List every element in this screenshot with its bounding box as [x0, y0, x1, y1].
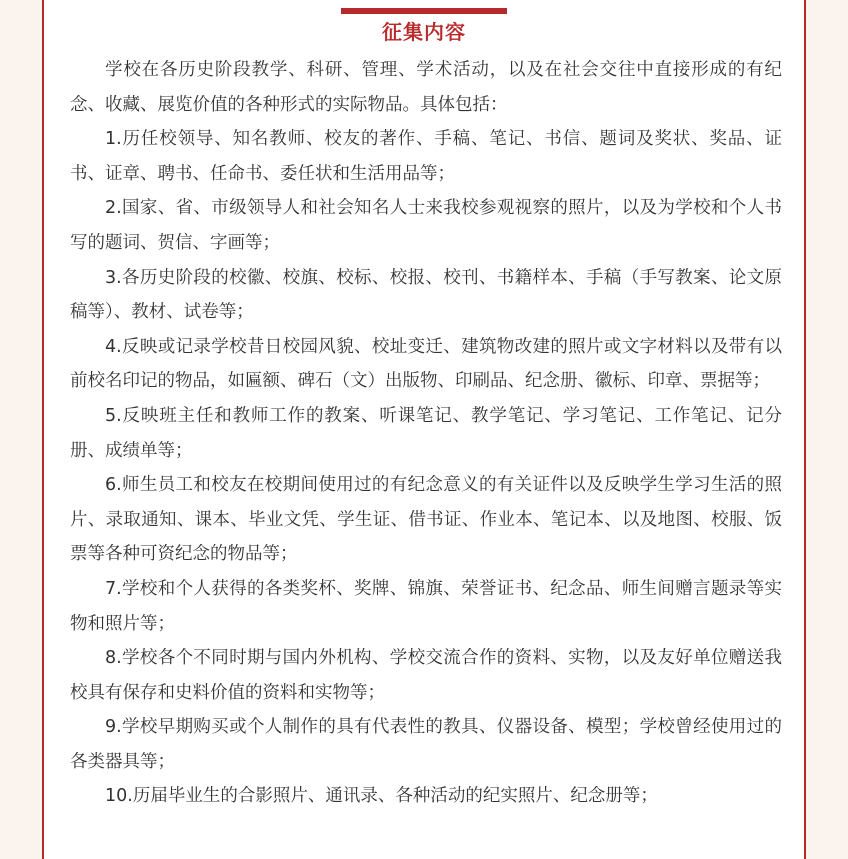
list-item: 7.学校和个人获得的各类奖杯、奖牌、锦旗、荣誉证书、纪念品、师生间赠言题录等实物和照片等； — [70, 578, 782, 634]
right-margin-background — [806, 0, 848, 859]
list-item: 3.各历史阶段的校徽、校旗、校标、校报、校刊、书籍样本、手稿（手写教案、论文原稿等）、教材、试卷等； — [70, 267, 782, 323]
list-item: 5.反映班主任和教师工作的教案、听课笔记、教学笔记、学习笔记、工作笔记、记分册、成绩单等； — [70, 405, 782, 461]
title-accent-bar — [341, 8, 507, 14]
article-content — [44, 0, 804, 859]
list-item: 1.历任校领导、知名教师、校友的著作、手稿、笔记、书信、题词及奖状、奖品、证书、证章、聘书、任命书、委任状和生活用品等； — [70, 129, 782, 184]
right-frame-line — [804, 0, 806, 859]
section-title: 征集内容 — [382, 20, 466, 44]
list-item: 4.反映或记录学校昔日校园风貌、校址变迁、建筑物改建的照片或文字材料以及带有以前校名印记的物品，如匾额、碑石（文）出版物、印刷品、纪念册、徽标、印章、票据等； — [70, 336, 782, 392]
list-item: 8.学校各个不同时期与国内外机构、学校交流合作的资料、实物，以及友好单位赠送我校具有保存和史料价值的资料和实物等； — [70, 648, 782, 703]
list-item: 9.学校早期购买或个人制作的具有代表性的教具、仪器设备、模型；学校曾经使用过的各类器具等； — [70, 717, 782, 772]
list-item: 6.师生员工和校友在校期间使用过的有纪念意义的有关证件以及反映学生学习生活的照片、录取通知、课本、毕业文凭、学生证、借书证、作业本、笔记本、以及地图、校服、饭票等各种可资纪念的物品等； — [70, 475, 782, 565]
left-margin-background — [0, 0, 42, 859]
intro-paragraph: 学校在各历史阶段教学、科研、管理、学术活动，以及在社会交往中直接形成的有纪念、收藏、展览价值的各种形式的实际物品。具体包括： — [70, 60, 782, 115]
article-body — [70, 53, 782, 814]
list-item: 2.国家、省、市级领导人和社会知名人士来我校参观视察的照片，以及为学校和个人书写的题词、贺信、字画等； — [70, 198, 782, 253]
list-item: 10.历届毕业生的合影照片、通讯录、各种活动的纪实照片、纪念册等； — [105, 786, 658, 807]
